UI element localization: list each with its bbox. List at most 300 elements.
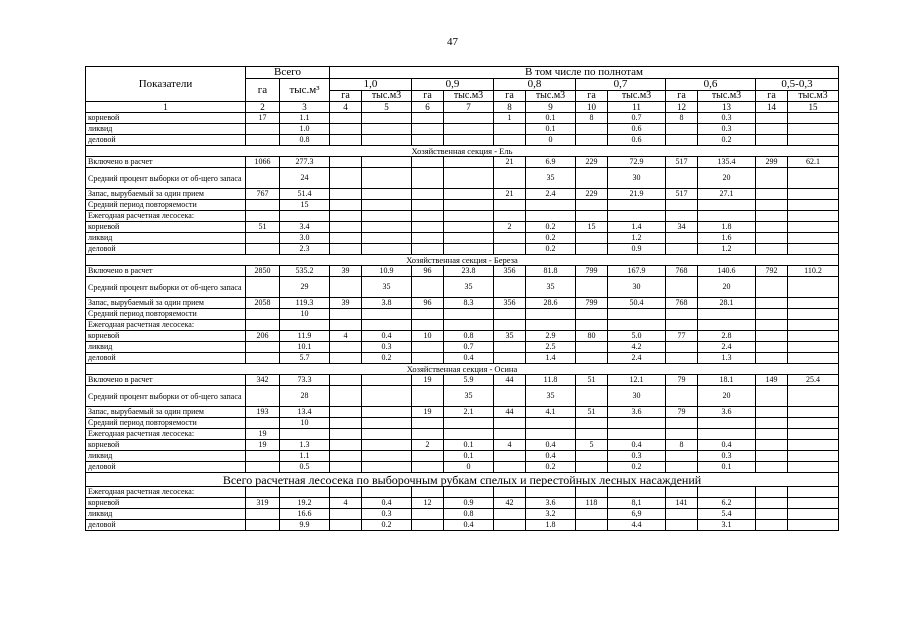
header-density-6: 0,5-0,3 [756, 79, 839, 91]
table-cell: 21 [494, 157, 526, 168]
table-cell: 51 [246, 222, 280, 233]
table-cell [494, 124, 526, 135]
table-cell [788, 451, 839, 462]
section-row [86, 255, 839, 266]
table-body [86, 113, 839, 531]
table-cell: 10 [412, 331, 444, 342]
table-row [86, 277, 839, 298]
table-cell [412, 244, 444, 255]
row-label: деловой [86, 462, 246, 473]
total-title: Всего расчетная лесосека по выборочным рубкам спелых и перестойных лесных насаждений [86, 473, 839, 487]
table-cell: 0.2 [608, 462, 666, 473]
table-cell: 0.2 [526, 462, 576, 473]
column-number: 12 [666, 102, 698, 113]
table-cell [246, 509, 280, 520]
table-cell [608, 487, 666, 498]
table-cell: 19 [412, 407, 444, 418]
table-cell [608, 200, 666, 211]
table-cell [246, 353, 280, 364]
table-cell: 13.4 [280, 407, 330, 418]
table-cell: 5.9 [444, 375, 494, 386]
table-cell: 2.3 [280, 244, 330, 255]
table-cell: 73.3 [280, 375, 330, 386]
row-label: ликвид [86, 124, 246, 135]
table-cell [330, 135, 362, 146]
table-cell: 277.3 [280, 157, 330, 168]
table-cell [444, 200, 494, 211]
header-unit-volume: тыс.м3 [362, 91, 412, 102]
table-row [86, 244, 839, 255]
table-cell [330, 309, 362, 320]
table-cell [788, 189, 839, 200]
table-cell: 0.4 [526, 440, 576, 451]
table-cell [362, 157, 412, 168]
table-cell: 167.9 [608, 266, 666, 277]
table-cell: 0.1 [444, 440, 494, 451]
table-cell: 1.6 [698, 233, 756, 244]
table-row [86, 451, 839, 462]
table-cell [698, 309, 756, 320]
table-cell [788, 386, 839, 407]
table-cell [666, 520, 698, 531]
table-cell [494, 168, 526, 189]
table-cell: 0.7 [444, 342, 494, 353]
table-cell: 5.4 [698, 509, 756, 520]
row-label: деловой [86, 353, 246, 364]
table-cell [330, 418, 362, 429]
table-cell [362, 386, 412, 407]
table-cell [756, 222, 788, 233]
table-cell: 80 [576, 331, 608, 342]
row-label: корневой [86, 113, 246, 124]
table-cell: 4 [330, 331, 362, 342]
table-cell [330, 353, 362, 364]
table-cell [788, 124, 839, 135]
table-cell: 0.6 [608, 135, 666, 146]
table-row [86, 331, 839, 342]
table-row [86, 418, 839, 429]
table-row [86, 375, 839, 386]
table-cell: 19.2 [280, 498, 330, 509]
table-cell [666, 244, 698, 255]
table-cell: 0.6 [608, 124, 666, 135]
table-cell [788, 353, 839, 364]
table-cell [576, 429, 608, 440]
table-cell: 0.3 [362, 342, 412, 353]
table-cell [246, 487, 280, 498]
table-cell: 517 [666, 189, 698, 200]
table-cell [608, 320, 666, 331]
table-cell [576, 520, 608, 531]
table-cell [494, 520, 526, 531]
row-label: ликвид [86, 451, 246, 462]
table-cell [330, 113, 362, 124]
table-cell [280, 429, 330, 440]
table-cell [756, 487, 788, 498]
table-cell [666, 277, 698, 298]
table-cell [756, 418, 788, 429]
table-cell [698, 487, 756, 498]
table-cell [362, 487, 412, 498]
table-cell: 0.7 [608, 113, 666, 124]
table-cell: 11.9 [280, 331, 330, 342]
table-cell [576, 342, 608, 353]
table-cell: 51.4 [280, 189, 330, 200]
row-label: корневой [86, 440, 246, 451]
table-cell: 1.3 [280, 440, 330, 451]
table-cell: 8.3 [444, 298, 494, 309]
table-cell: 29 [280, 277, 330, 298]
table-cell: 1.8 [698, 222, 756, 233]
table-cell [412, 277, 444, 298]
table-cell: 3.4 [280, 222, 330, 233]
table-cell: 6,9 [608, 509, 666, 520]
column-number: 14 [756, 102, 788, 113]
table-cell: 356 [494, 266, 526, 277]
table-cell [756, 342, 788, 353]
table-cell [444, 157, 494, 168]
table-cell [756, 320, 788, 331]
table-cell [756, 113, 788, 124]
table-cell [756, 233, 788, 244]
table-cell: 44 [494, 407, 526, 418]
table-cell: 4.2 [608, 342, 666, 353]
table-cell: 3.8 [362, 298, 412, 309]
table-cell: 9.9 [280, 520, 330, 531]
row-label: корневой [86, 331, 246, 342]
table-cell: 28 [280, 386, 330, 407]
table-cell [412, 189, 444, 200]
table-cell: 2850 [246, 266, 280, 277]
table-cell [412, 113, 444, 124]
table-cell [412, 222, 444, 233]
table-cell: 0.2 [526, 222, 576, 233]
table-cell: 35 [444, 386, 494, 407]
header-total-volume: тыс.м³ [280, 79, 330, 102]
table-row [86, 298, 839, 309]
table-cell: 535.2 [280, 266, 330, 277]
table-cell [330, 277, 362, 298]
header-unit-ha: га [576, 91, 608, 102]
table-cell: 1.4 [526, 353, 576, 364]
table-cell: 0.1 [526, 124, 576, 135]
table-cell [666, 135, 698, 146]
table-cell [494, 135, 526, 146]
table-cell [756, 509, 788, 520]
row-label: деловой [86, 135, 246, 146]
table-cell [494, 462, 526, 473]
table-cell: 3.1 [698, 520, 756, 531]
table-cell: 2.9 [526, 331, 576, 342]
table-row [86, 429, 839, 440]
table-row [86, 233, 839, 244]
table-cell: 12 [412, 498, 444, 509]
table-cell: 81.8 [526, 266, 576, 277]
section-row [86, 364, 839, 375]
table-cell [788, 200, 839, 211]
table-cell [330, 375, 362, 386]
table-cell [666, 509, 698, 520]
table-cell [494, 200, 526, 211]
column-number: 7 [444, 102, 494, 113]
table-cell [756, 211, 788, 222]
table-cell [330, 200, 362, 211]
table-row [86, 124, 839, 135]
table-cell: 0.1 [526, 113, 576, 124]
table-cell [788, 113, 839, 124]
table-cell: 35 [444, 277, 494, 298]
table-cell [788, 309, 839, 320]
table-cell: 79 [666, 375, 698, 386]
table-cell: 119.3 [280, 298, 330, 309]
table-cell [330, 386, 362, 407]
table-cell: 0.3 [362, 509, 412, 520]
table-cell: 96 [412, 266, 444, 277]
table-cell [444, 113, 494, 124]
table-cell: 42 [494, 498, 526, 509]
header-density-2: 0,9 [412, 79, 494, 91]
table-cell [526, 200, 576, 211]
table-cell: 39 [330, 266, 362, 277]
table-cell [412, 342, 444, 353]
table-cell [412, 309, 444, 320]
table-cell [330, 211, 362, 222]
table-cell: 0.2 [698, 135, 756, 146]
table-row [86, 135, 839, 146]
table-cell [494, 320, 526, 331]
table-cell [362, 451, 412, 462]
section-title: Хозяйственная секция - Осина [86, 364, 839, 375]
header-indicators: Показатели [86, 67, 246, 102]
table-cell: 1.1 [280, 451, 330, 462]
table-cell [246, 244, 280, 255]
table-cell [362, 407, 412, 418]
row-label: Средний процент выборки от об-щего запаса [86, 277, 246, 298]
header-total-ha: га [246, 79, 280, 102]
table-cell [788, 277, 839, 298]
table-cell: 96 [412, 298, 444, 309]
table-cell [756, 386, 788, 407]
table-cell: 20 [698, 168, 756, 189]
table-cell [330, 407, 362, 418]
row-label: Ежегодная расчетная лесосека: [86, 320, 246, 331]
table-cell [666, 487, 698, 498]
table-cell: 8,1 [608, 498, 666, 509]
table-cell: 19 [246, 440, 280, 451]
table-container [85, 66, 839, 531]
header-unit-volume: тыс.м3 [788, 91, 839, 102]
table-cell [444, 211, 494, 222]
table-cell: 19 [246, 429, 280, 440]
column-number: 6 [412, 102, 444, 113]
header-unit-volume: тыс.м3 [526, 91, 576, 102]
table-cell [698, 200, 756, 211]
table-cell [526, 487, 576, 498]
total-row [86, 473, 839, 487]
table-cell [362, 113, 412, 124]
table-cell: 10 [280, 418, 330, 429]
row-label: Включено в расчет [86, 266, 246, 277]
header-by-density: В том числе по полнотам [330, 67, 839, 79]
column-number: 1 [86, 102, 246, 113]
table-cell [576, 487, 608, 498]
table-cell: 0.3 [698, 113, 756, 124]
table-cell [362, 211, 412, 222]
table-cell: 35 [526, 168, 576, 189]
table-cell [444, 487, 494, 498]
table-cell [526, 418, 576, 429]
header-unit-ha: га [494, 91, 526, 102]
table-cell [494, 353, 526, 364]
table-cell [362, 429, 412, 440]
section-title: Хозяйственная секция - Ель [86, 146, 839, 157]
table-cell: 0.9 [608, 244, 666, 255]
column-numbers-row [86, 102, 839, 113]
table-cell [756, 124, 788, 135]
table-cell [666, 429, 698, 440]
column-number: 15 [788, 102, 839, 113]
table-cell [576, 233, 608, 244]
table-row [86, 353, 839, 364]
table-cell [246, 418, 280, 429]
table-cell [444, 124, 494, 135]
table-cell: 18.1 [698, 375, 756, 386]
table-cell [412, 520, 444, 531]
table-cell [412, 168, 444, 189]
header-row-1 [86, 67, 839, 79]
table-cell [444, 429, 494, 440]
table-cell [330, 429, 362, 440]
table-cell [576, 168, 608, 189]
table-cell [526, 429, 576, 440]
table-cell [756, 407, 788, 418]
table-cell [756, 353, 788, 364]
column-number: 13 [698, 102, 756, 113]
header-density-5: 0,6 [666, 79, 756, 91]
table-cell: 5.0 [608, 331, 666, 342]
table-cell [494, 277, 526, 298]
table-cell [246, 211, 280, 222]
table-cell [246, 200, 280, 211]
table-cell: 2.4 [526, 189, 576, 200]
section-title: Хозяйственная секция - Береза [86, 255, 839, 266]
table-cell [666, 342, 698, 353]
table-cell [246, 462, 280, 473]
table-cell [666, 386, 698, 407]
table-cell [412, 353, 444, 364]
table-cell: 2.5 [526, 342, 576, 353]
table-cell: 0.9 [444, 498, 494, 509]
table-row [86, 386, 839, 407]
table-cell: 27.1 [698, 189, 756, 200]
header-unit-volume: тыс.м3 [698, 91, 756, 102]
table-cell [246, 233, 280, 244]
table-cell [494, 429, 526, 440]
table-row [86, 157, 839, 168]
column-number: 2 [246, 102, 280, 113]
table-cell [494, 509, 526, 520]
table-cell: 768 [666, 298, 698, 309]
table-cell [756, 520, 788, 531]
table-cell: 0.2 [362, 353, 412, 364]
table-cell [494, 244, 526, 255]
table-row [86, 509, 839, 520]
table-cell: 356 [494, 298, 526, 309]
table-cell [666, 462, 698, 473]
table-cell: 0 [444, 462, 494, 473]
table-cell: 768 [666, 266, 698, 277]
table-cell: 28.1 [698, 298, 756, 309]
row-label: Включено в расчет [86, 157, 246, 168]
table-cell [576, 244, 608, 255]
table-cell [576, 200, 608, 211]
table-cell: 79 [666, 407, 698, 418]
table-cell [362, 233, 412, 244]
table-cell: 0.1 [444, 451, 494, 462]
table-cell [698, 320, 756, 331]
table-cell [412, 487, 444, 498]
table-cell [788, 407, 839, 418]
table-cell [330, 520, 362, 531]
column-number: 10 [576, 102, 608, 113]
header-unit-volume: тыс.м3 [444, 91, 494, 102]
table-cell [608, 211, 666, 222]
row-label: Средний период повторяемости [86, 309, 246, 320]
table-row [86, 200, 839, 211]
table-cell: 5 [576, 440, 608, 451]
table-cell [666, 451, 698, 462]
header-total: Всего [246, 67, 330, 79]
table-cell: 51 [576, 407, 608, 418]
table-cell: 12.1 [608, 375, 666, 386]
table-cell: 3.6 [608, 407, 666, 418]
table-cell [608, 309, 666, 320]
table-cell: 15 [280, 200, 330, 211]
table-cell: 8 [576, 113, 608, 124]
table-row [86, 266, 839, 277]
table-cell: 4 [330, 498, 362, 509]
row-label: Средний процент выборки от об-щего запаса [86, 168, 246, 189]
table-cell: 30 [608, 386, 666, 407]
table-cell: 0.4 [362, 331, 412, 342]
table-cell [246, 309, 280, 320]
table-cell: 2.8 [698, 331, 756, 342]
table-cell: 0 [526, 135, 576, 146]
table-cell [788, 342, 839, 353]
row-label: Ежегодная расчетная лесосека: [86, 429, 246, 440]
header-density-1: 1,0 [330, 79, 412, 91]
table-cell: 2 [494, 222, 526, 233]
table-cell [756, 462, 788, 473]
table-cell: 799 [576, 298, 608, 309]
table-cell [666, 233, 698, 244]
table-cell: 10.9 [362, 266, 412, 277]
header-density-4: 0,7 [576, 79, 666, 91]
table-cell [756, 189, 788, 200]
table-cell: 24 [280, 168, 330, 189]
table-cell [576, 451, 608, 462]
table-cell [788, 418, 839, 429]
table-cell: 767 [246, 189, 280, 200]
table-cell: 193 [246, 407, 280, 418]
table-cell [280, 320, 330, 331]
table-cell: 2058 [246, 298, 280, 309]
table-cell [576, 320, 608, 331]
table-cell: 118 [576, 498, 608, 509]
table-cell [756, 277, 788, 298]
table-cell: 30 [608, 168, 666, 189]
table-cell [756, 451, 788, 462]
